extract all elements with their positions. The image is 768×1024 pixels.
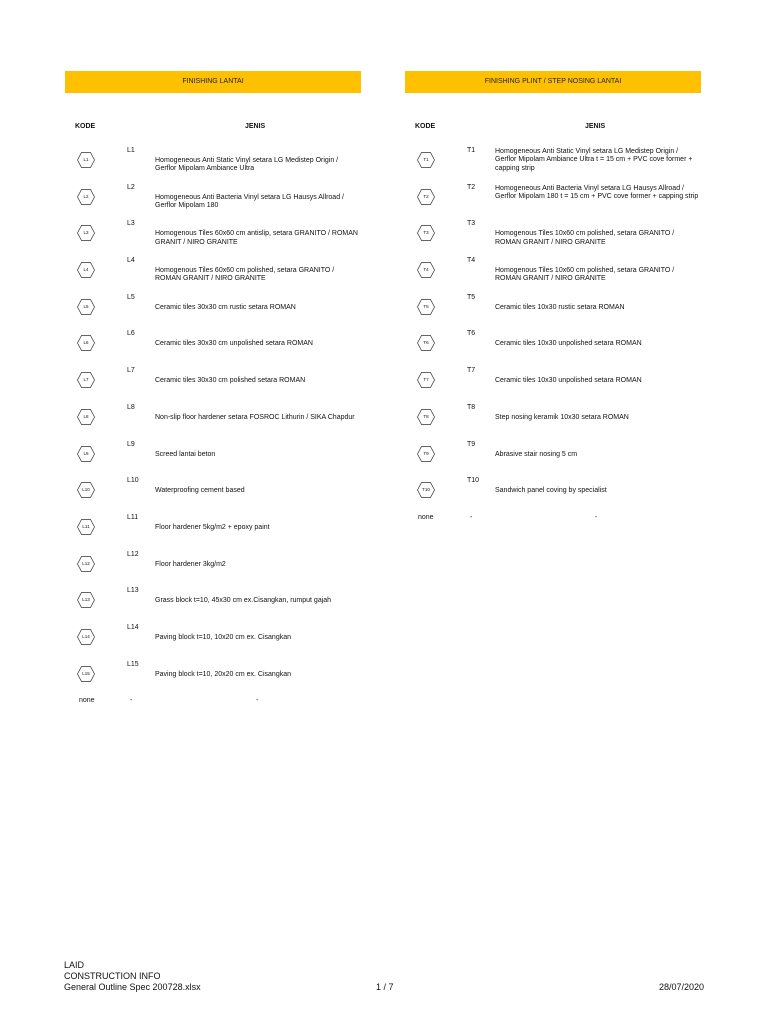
hexagon-tag-icon [77,482,95,498]
hexagon-code-label: L2 [83,193,89,199]
item-code: T3 [467,220,476,228]
item-code: L2 [127,183,135,191]
item-description: Paving block t=10, 10x20 cm ex. Cisangkan [155,633,291,641]
hexagon-code-label: T3 [423,230,429,236]
hexagon-code-label: T8 [423,413,429,419]
table-row [65,587,361,624]
item-description: Homogeneous Anti Bacteria Vinyl setara LG Hausys Allroad / Gerflor Mipolam 180 t = 15 cm + PVC cove former + capping strip [495,184,699,201]
table-row [65,624,361,661]
hexagon-code-label: L5 [83,303,89,309]
hexagon-tag-icon [77,299,95,315]
hexagon-code-label: T9 [423,450,429,456]
item-code: L8 [127,403,135,411]
hexagon-tag-icon [417,299,435,315]
hexagon-tag-icon [77,372,95,388]
table-row [65,184,361,221]
panel-title: FINISHING PLINT / STEP NOSING LANTAI [405,71,701,93]
hexagon-code-label: L13 [82,597,90,603]
item-code: L12 [127,550,139,558]
item-description: Homogenous Tiles 60x60 cm polished, setara GRANITO / ROMAN GRANIT / NIRO GRANITE [155,267,335,283]
item-description: Ceramic tiles 30x30 cm unpolished setara ROMAN [155,340,313,348]
hexagon-code-label: T2 [423,193,429,199]
item-description: Floor hardener 3kg/m2 [155,560,226,568]
table-row [65,404,361,441]
none-row [405,514,701,528]
item-code: T10 [467,477,480,485]
item-code: L14 [127,623,139,631]
item-code: L13 [127,587,139,595]
item-description: Homogeneous Anti Static Vinyl setara LG Medistep Origin / Gerflor Mipolam Ambiance Ultra t = 15 cm + PVC cove former + capping strip [495,148,693,172]
hexagon-tag-icon [77,409,95,425]
hexagon-code-label: L6 [83,340,89,346]
kode-header: KODE [415,123,436,130]
item-code: L15 [127,660,139,668]
jenis-header: JENIS [245,123,266,130]
item-code: L3 [127,220,135,228]
hexagon-code-label: L4 [83,267,89,273]
hexagon-code-label: T4 [423,267,429,273]
hexagon-code-label: L15 [82,670,90,676]
item-code: T5 [467,293,476,301]
hexagon-tag-icon [77,556,95,572]
item-description: Paving block t=10, 20x20 cm ex. Cisangkan [155,670,291,678]
hexagon-tag-icon [77,335,95,351]
none-kode: none [79,697,95,705]
item-description: Waterproofing cement based [155,487,245,495]
hexagon-code-label: L14 [82,633,90,639]
item-description: Floor hardener 5kg/m2 + epoxy paint [155,523,270,531]
item-description: Homogenous Tiles 60x60 cm antislip, setara GRANITO / ROMAN GRANIT / NIRO GRANITE [155,230,358,246]
hexagon-tag-icon [417,262,435,278]
table-row [405,294,701,331]
item-description: Sandwich panel coving by specialist [495,487,607,495]
footer-info [64,960,201,993]
hexagon-code-label: L1 [83,157,89,162]
panel-title: FINISHING LANTAI [65,71,361,93]
item-code: L5 [127,293,135,301]
item-code: L6 [127,330,135,338]
hexagon-code-label: L12 [82,560,90,566]
table-row [65,330,361,367]
item-code: L10 [127,477,139,485]
table-row [65,551,361,588]
none-desc: - [256,697,259,705]
item-code: T9 [467,440,476,448]
hexagon-code-label: L7 [83,377,89,383]
hexagon-tag-icon [77,262,95,278]
item-description: Ceramic tiles 10x30 unpolished setara ROMAN [495,340,642,348]
right-rows [405,147,701,528]
item-code: L1 [127,147,135,154]
item-description: Abrasive stair nosing 5 cm [495,450,578,458]
item-description: Ceramic tiles 30x30 cm rustic setara ROMAN [155,303,296,311]
item-description: Ceramic tiles 10x30 rustic setara ROMAN [495,303,625,311]
hexagon-tag-icon [77,152,95,168]
table-row [405,184,701,221]
table-row [405,441,701,478]
footer-company: LAID [64,960,85,970]
table-row [405,404,701,441]
none-desc: - [595,513,598,521]
footer-filename: General Outline Spec 200728.xlsx [64,982,201,992]
item-code: L11 [127,513,139,521]
hexagon-code-label: T7 [423,377,429,383]
item-code: L4 [127,257,135,265]
kode-header: KODE [75,123,96,130]
item-description: Ceramic tiles 10x30 unpolished setara ROMAN [495,377,642,385]
item-code: T7 [467,367,476,375]
hexagon-code-label: L11 [82,523,90,529]
item-code: T1 [467,147,476,154]
hexagon-tag-icon [417,225,435,241]
item-code: T6 [467,330,476,338]
hexagon-code-label: T6 [423,340,429,346]
item-code: L7 [127,367,135,375]
hexagon-tag-icon [417,372,435,388]
hexagon-code-label: T1 [423,157,429,162]
table-row [65,514,361,551]
hexagon-tag-icon [417,335,435,351]
hexagon-code-label: L10 [82,487,90,493]
hexagon-tag-icon [77,189,95,205]
table-row [65,367,361,404]
hexagon-code-label: L9 [83,450,89,456]
table-row [405,477,701,514]
hexagon-code-label: T5 [423,303,429,309]
table-row [65,220,361,257]
hexagon-tag-icon [77,666,95,682]
hexagon-tag-icon [417,152,435,168]
table-row [405,367,701,404]
item-code: L9 [127,440,135,448]
hexagon-tag-icon [417,409,435,425]
item-description: Non-slip floor hardener setara FOSROC Lithurin / SIKA Chapdur [155,413,355,421]
hexagon-tag-icon [77,519,95,535]
item-description: Homogenous Tiles 10x60 cm polished, setara GRANITO / ROMAN GRANIT / NIRO GRANITE [495,230,675,246]
item-description: Homogeneous Anti Static Vinyl setara LG Medistep Origin / Gerflor Mipolam Ambiance Ultra [155,157,339,173]
item-code: T8 [467,403,476,411]
none-kode: none [418,513,434,521]
none-code: - [130,697,133,705]
hexagon-code-label: T10 [422,487,430,493]
item-description: Grass block t=10, 45x30 cm ex.Cisangkan, rumput gajah [155,597,332,605]
footer-date: 28/07/2020 [658,982,704,992]
item-code: T4 [467,257,476,265]
hexagon-tag-icon [77,446,95,462]
item-description: Screed lantai beton [155,450,216,458]
panel-finishing-lantai [65,71,361,705]
table-row [405,147,701,184]
hexagon-code-label: L3 [83,230,89,236]
hexagon-tag-icon [417,446,435,462]
table-row [65,294,361,331]
none-row [65,697,361,711]
hexagon-code-label: L8 [83,413,89,419]
hexagon-tag-icon [77,592,95,608]
hexagon-tag-icon [77,225,95,241]
hexagon-tag-icon [77,629,95,645]
table-row [65,441,361,478]
table-row [65,477,361,514]
hexagon-tag-icon [417,189,435,205]
jenis-header: JENIS [585,123,606,130]
footer-department: CONSTRUCTION INFO [64,971,161,981]
page-number: 1 / 7 [376,982,394,992]
table-row [65,147,361,184]
table-row [65,257,361,294]
panel-finishing-plint [405,71,701,521]
table-row [405,220,701,257]
none-code: - [470,513,473,521]
table-row [405,257,701,294]
item-description: Homogenous Tiles 10x60 cm polished, setara GRANITO / ROMAN GRANIT / NIRO GRANITE [495,267,675,283]
item-description: Homogeneous Anti Bacteria Vinyl setara LG Hausys Allroad / Gerflor Mipolam 180 [155,193,344,210]
table-row [65,661,361,698]
table-row [405,330,701,367]
item-description: Ceramic tiles 30x30 cm polished setara ROMAN [155,377,306,385]
left-rows [65,147,361,711]
item-code: T2 [467,183,476,191]
hexagon-tag-icon [417,482,435,498]
item-description: Step nosing keramik 10x30 setara ROMAN [495,413,629,421]
